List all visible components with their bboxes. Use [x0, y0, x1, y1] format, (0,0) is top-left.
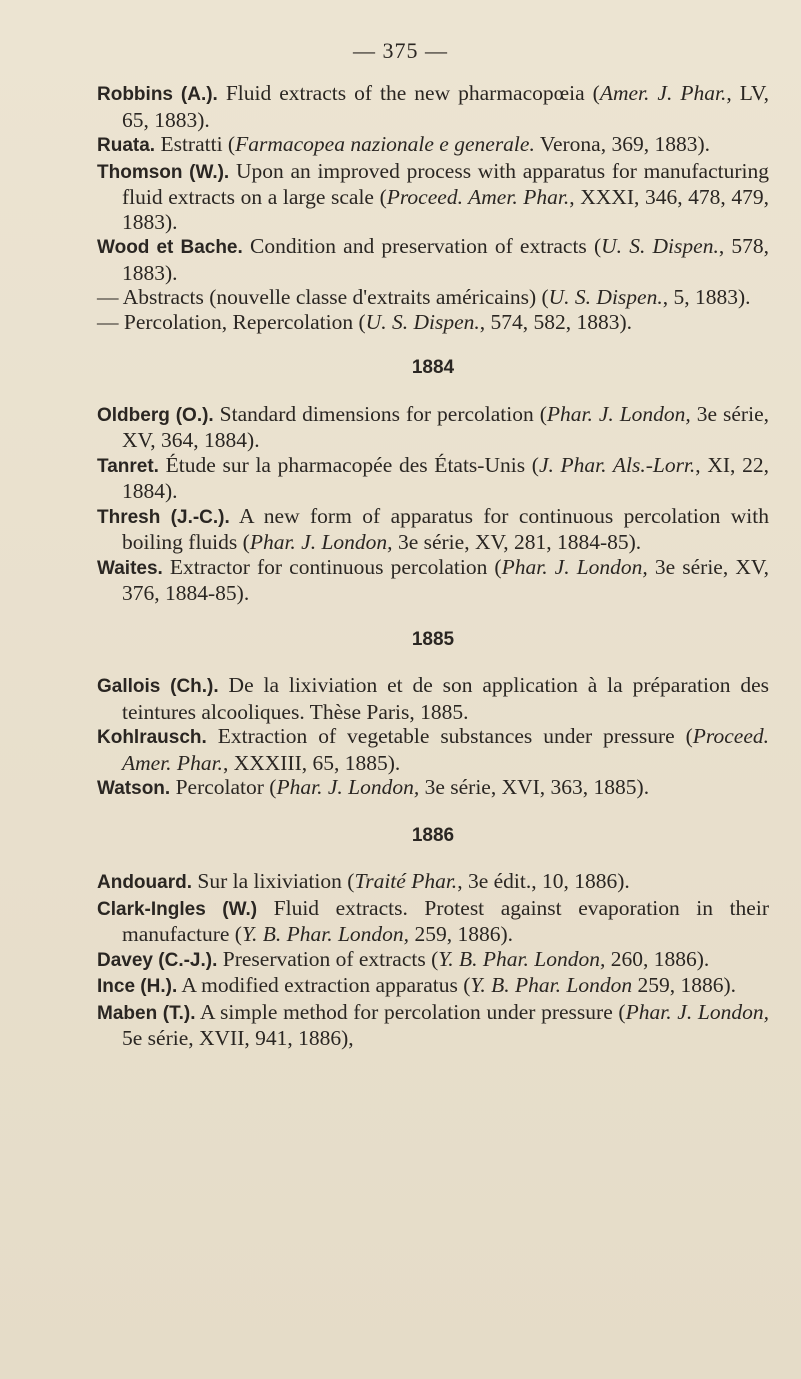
entry-source-title: Y. B. Phar. London,: [241, 922, 410, 946]
entry-author: Maben (T.).: [97, 1002, 196, 1024]
entry-author: Watson.: [97, 778, 171, 799]
entry-text: 259, 1886).: [409, 922, 513, 946]
entry-text: Upon an improved process with apparatus for manufacturing fluid extracts on a large scale (: [122, 158, 769, 209]
entry-text: , XI, 22, 1884).: [122, 452, 770, 503]
entry-text: — Abstracts (nouvelle classe d'extraits américains) (: [97, 285, 549, 309]
entry-text: 3e série, XV, 281, 1884-85).: [392, 530, 642, 554]
entry-source-title: Phar. J. London,: [249, 530, 393, 554]
year-heading: 1886: [411, 824, 455, 846]
bibliography-entry: [97, 453, 769, 504]
bibliography-entry: [97, 159, 769, 235]
entry-text: Extractor for continuous percolation (: [162, 554, 502, 579]
page-number: — 375 —: [353, 38, 448, 63]
entry-source-title: U. S. Dispen.: [601, 234, 719, 258]
entry-text: , 578, 1883).: [122, 234, 770, 285]
entry-text: Condition and preservation of extracts (: [242, 234, 602, 258]
entry-text: , XXXI, 346, 478, 479, 1883).: [122, 185, 769, 234]
entry-author: Wood et Bache.: [97, 237, 243, 258]
bibliography-entry: [97, 869, 769, 896]
entry-source-title: Y. B. Phar. London,: [438, 946, 606, 971]
bibliography-entry: [97, 947, 769, 974]
entry-source-title: Phar. J. London,: [625, 999, 769, 1024]
entry-author: Gallois (Ch.).: [97, 676, 219, 697]
entry-text: , 5, 1883).: [662, 285, 751, 309]
entry-author: Ince (H.).: [97, 976, 178, 997]
bibliography-entry: [97, 896, 769, 947]
entry-text: De la lixiviation et de son application à la préparation des teintures alcooliques. Thèse Paris, 1885.: [122, 673, 769, 724]
year-heading: 1884: [411, 357, 455, 378]
entry-text: A new form of apparatus for continuous percolation with boiling fluids (: [122, 503, 769, 554]
entry-text: 260, 1886).: [605, 946, 710, 971]
entry-source-title: Farmacopea nazionale e generale.: [235, 132, 535, 156]
bibliography-entry: [97, 132, 769, 159]
bibliography-entry: [97, 310, 769, 335]
entry-source-title: Amer. J. Phar.: [599, 81, 727, 105]
bibliography-entry: [97, 234, 769, 285]
entry-author: Kohlrausch.: [97, 727, 207, 748]
entry-text: , XXXIII, 65, 1885).: [222, 750, 401, 775]
entry-author: Ruata.: [97, 135, 156, 156]
entry-source-title: Proceed. Amer. Phar.: [386, 185, 570, 209]
entry-author: Tanret.: [97, 455, 159, 477]
entry-source-title: Phar. J. London,: [546, 401, 691, 426]
entry-text: Percolator (: [170, 775, 277, 799]
bibliography-entry: [97, 402, 769, 453]
entry-source-title: J. Phar. Als.-Lorr.: [538, 452, 696, 477]
entry-author: Andouard.: [97, 872, 192, 893]
entry-author: Robbins (A.).: [97, 84, 218, 105]
entry-text: Sur la lixiviation (: [192, 869, 355, 893]
bibliography-entry: [97, 724, 769, 775]
bibliography-entry: [97, 504, 769, 555]
entry-source-title: U. S. Dispen.: [365, 309, 480, 334]
bibliography-entry: [97, 775, 769, 802]
year-heading: 1885: [411, 628, 455, 650]
entry-text: 259, 1886).: [632, 973, 737, 997]
entry-text: 3e série, XVI, 363, 1885).: [419, 775, 650, 799]
entry-author: Oldberg (O.).: [97, 404, 214, 426]
entry-text: Fluid extracts. Protest against evaporation in their manufacture (: [122, 895, 769, 946]
entry-source-title: Proceed. Amer. Phar.: [122, 724, 769, 775]
bibliography-entry: [97, 81, 769, 132]
entry-text: Extraction of vegetable substances under pressure (: [206, 724, 693, 748]
entry-text: , LV, 65, 1883).: [122, 81, 769, 132]
entry-author: Waites.: [97, 557, 163, 579]
entry-text: Verona, 369, 1883).: [534, 132, 710, 156]
entry-text: A modified extraction apparatus (: [177, 973, 471, 997]
entry-text: 3e série, XV, 364, 1884).: [122, 401, 769, 452]
entry-source-title: U. S. Dispen.: [548, 285, 663, 309]
entry-source-title: Y. B. Phar. London: [470, 973, 633, 997]
entry-source-title: Traité Phar.: [354, 869, 458, 893]
bibliography-entry: [97, 555, 769, 606]
entry-author: Thresh (J.-C.).: [97, 506, 230, 528]
entry-text: Fluid extracts of the new pharmacopœia (: [217, 81, 600, 105]
entry-text: Standard dimensions for percolation (: [213, 401, 547, 426]
entry-text: 5e série, XVII, 941, 1886),: [122, 1026, 354, 1050]
entry-text: — Percolation, Repercolation (: [97, 309, 366, 334]
entry-author: Clark-Ingles (W.): [97, 898, 258, 920]
entry-author: Davey (C.-J.).: [97, 949, 218, 971]
entry-source-title: Phar. J. London,: [501, 554, 648, 579]
bibliography-entry: [97, 285, 769, 310]
bibliography-list: [97, 81, 769, 1051]
bibliography-entry: [97, 673, 769, 724]
entry-text: 3e série, XV, 376, 1884-85).: [122, 554, 769, 605]
bibliography-entry: [97, 1000, 769, 1051]
entry-source-title: Phar. J. London,: [276, 775, 420, 799]
entry-author: Thomson (W.).: [97, 161, 230, 183]
entry-text: , 3e édit., 10, 1886).: [457, 869, 630, 893]
entry-text: , 574, 582, 1883).: [479, 309, 633, 334]
entry-text: Preservation of extracts (: [217, 946, 439, 971]
entry-text: Étude sur la pharmacopée des États-Unis (: [158, 452, 539, 477]
entry-text: Estratti (: [155, 132, 236, 156]
bibliography-entry: [97, 973, 769, 1000]
entry-text: A simple method for percolation under pressure (: [195, 999, 626, 1024]
